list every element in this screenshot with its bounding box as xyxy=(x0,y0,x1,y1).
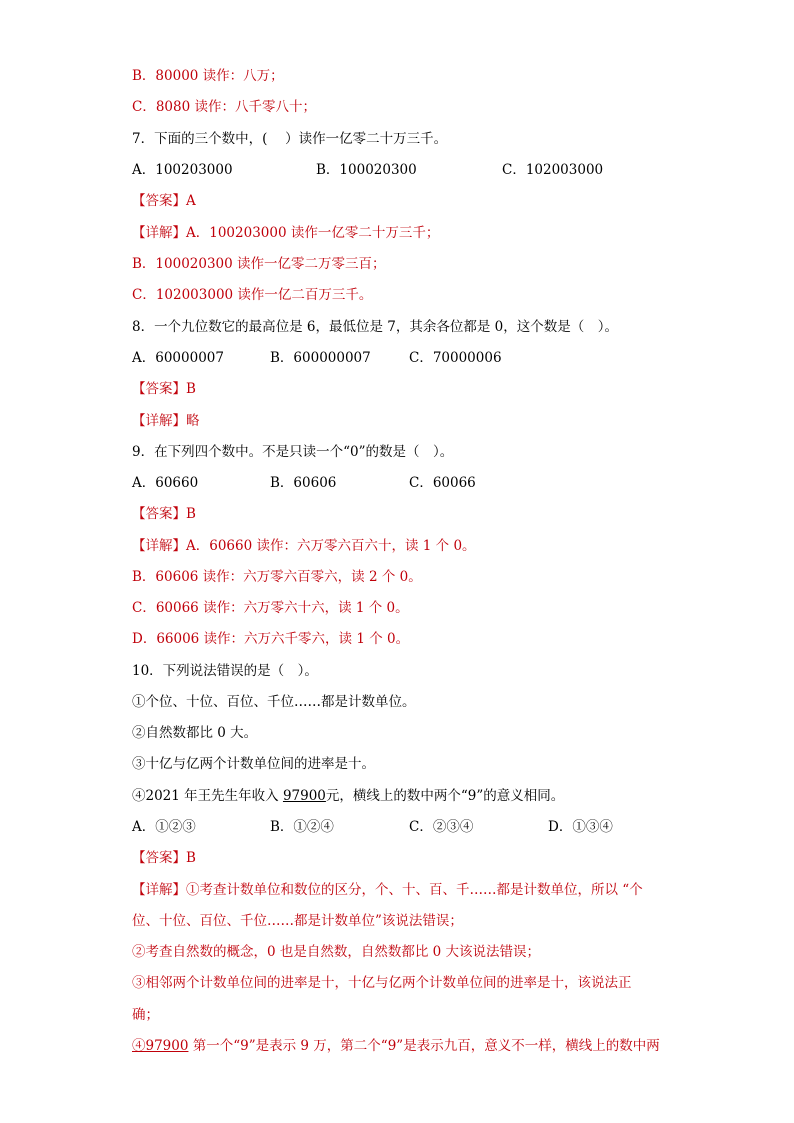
q10-detail-2: ②考查自然数的概念，0 也是自然数，自然数都比 0 大该说法错误； xyxy=(132,944,541,960)
q9-detail-c: C．60066 读作：六万零六十六，读 1 个 0。 xyxy=(132,600,409,616)
q10-answer xyxy=(132,848,196,868)
q10-statement-3: ③十亿与亿两个计数单位间的进率是十。 xyxy=(132,756,375,772)
q9-stem: 9．在下列四个数中。不是只读一个“0”的数是（ ）。 xyxy=(132,444,454,460)
detail-text: A．100203000 读作一亿零二十万三千； xyxy=(186,225,440,241)
q10-option-d: D．①③④ xyxy=(548,819,613,835)
q8-stem: 8．一个九位数它的最高位是 6，最低位是 7，其余各位都是 0，这个数是（ ）。 xyxy=(132,319,618,335)
q7-option-a: A．100203000 xyxy=(132,162,233,178)
q9-option-c: C．60066 xyxy=(409,475,476,491)
q8-answer xyxy=(132,379,196,399)
q10-statement-4 xyxy=(132,786,564,806)
q7-detail-b: B．100020300 读作一亿零二万零三百； xyxy=(132,256,386,272)
q7-detail-c: C．102003000 读作一亿二百万三千。 xyxy=(132,287,373,303)
statement-text: ④2021 年王先生年收入 xyxy=(132,788,283,804)
q7-stem: 7．下面的三个数中，( ）读作一亿零二十万三千。 xyxy=(132,131,448,147)
detail-text: 第一个“9”是表示 9 万，第二个“9”是表示九百，意义不一样，横线上的数中两 xyxy=(188,1038,660,1054)
detail-text: 略 xyxy=(186,413,200,429)
q8-detail xyxy=(132,411,200,431)
answer-tag: 【答案】 xyxy=(132,850,186,866)
q10-option-c: C．②③④ xyxy=(409,819,474,835)
q9-detail-d: D．66006 读作：六万六千零六，读 1 个 0。 xyxy=(132,631,410,647)
q9-options xyxy=(132,473,532,493)
q8-option-b: B．600000007 xyxy=(270,350,371,366)
q8-options xyxy=(132,348,532,368)
q10-statement-1: ①个位、十位、百位、千位……都是计数单位。 xyxy=(132,694,416,710)
q9-detail-a xyxy=(132,536,476,556)
q7-option-c: C．102003000 xyxy=(502,162,604,178)
answer-value: B xyxy=(186,850,196,866)
detail-tag: 【详解】 xyxy=(132,413,186,429)
q10-option-a: A．①②③ xyxy=(132,819,196,835)
q10-detail-3b: 确； xyxy=(132,1007,159,1023)
answer-tag: 【答案】 xyxy=(132,381,186,397)
q9-detail-b: B．60606 读作：六万零六百零六，读 2 个 0。 xyxy=(132,569,422,585)
q7-options xyxy=(132,160,692,180)
q10-stem: 10．下列说法错误的是（ ）。 xyxy=(132,663,318,679)
answer-value: B xyxy=(186,381,196,397)
q7-answer xyxy=(132,191,196,211)
detail-text: ①考查计数单位和数位的区分，个、十、百、千……都是计数单位，所以 “个 xyxy=(186,882,643,898)
q7-detail-a xyxy=(132,223,439,243)
q10-detail-4 xyxy=(132,1036,660,1056)
detail-text: A．60660 读作：六万零六百六十，读 1 个 0。 xyxy=(186,538,476,554)
q8-option-a: A．60000007 xyxy=(132,350,224,366)
q9-option-a: A．60660 xyxy=(132,475,199,491)
underlined-number: 97900 xyxy=(282,788,326,804)
q6-option-b-detail: B．80000 读作：八万； xyxy=(132,68,284,84)
q10-statement-2: ②自然数都比 0 大。 xyxy=(132,725,258,741)
answer-tag: 【答案】 xyxy=(132,506,186,522)
q8-option-c: C．70000006 xyxy=(409,350,502,366)
answer-tag: 【答案】 xyxy=(132,193,186,209)
q10-detail-3a: ③相邻两个计数单位间的进率是十，十亿与亿两个计数单位间的进率是十，该说法正 xyxy=(132,975,632,991)
detail-tag: 【详解】 xyxy=(132,538,186,554)
q7-option-b: B．100020300 xyxy=(316,162,417,178)
q10-options xyxy=(132,817,652,837)
q10-detail-1a xyxy=(132,880,643,900)
answer-value: B xyxy=(186,506,196,522)
underlined-number: ④97900 xyxy=(132,1038,189,1054)
detail-tag: 【详解】 xyxy=(132,882,186,898)
q9-option-b: B．60606 xyxy=(270,475,337,491)
q9-answer xyxy=(132,504,196,524)
q6-option-c-detail: C．8080 读作：八千零八十； xyxy=(132,99,316,115)
answer-value: A xyxy=(186,193,196,209)
q10-detail-1b: 位、十位、百位、千位……都是计数单位”该说法错误； xyxy=(132,913,463,929)
statement-text: 元，横线上的数中两个“9”的意义相同。 xyxy=(325,788,565,804)
detail-tag: 【详解】 xyxy=(132,225,186,241)
q10-option-b: B．①②④ xyxy=(270,819,334,835)
